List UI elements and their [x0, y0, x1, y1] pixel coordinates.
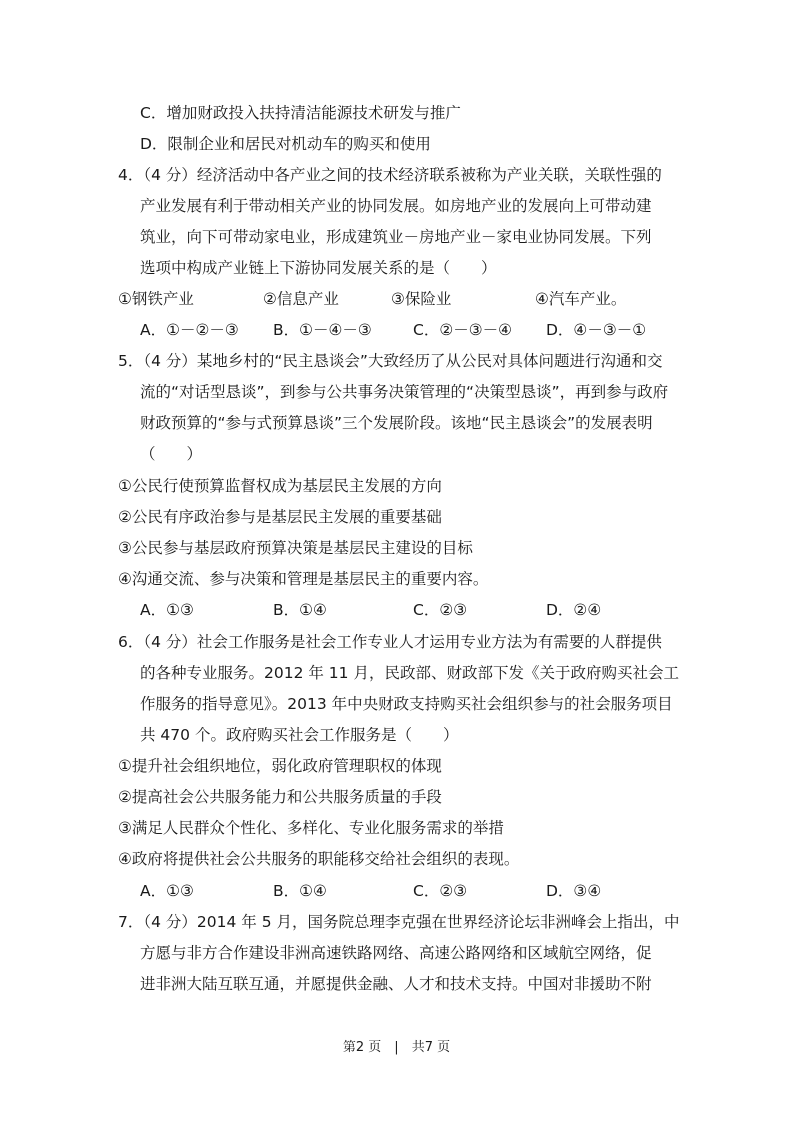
q6-item: ②提高社会公共服务能力和公共服务质量的手段 [118, 788, 442, 806]
q6-stem-line: 的各种专业服务。2012 年 11 月，民政部、财政部下发《关于政府购买社会工 [140, 664, 679, 682]
q4-option-a: A．①－②－③ [140, 321, 239, 339]
q5-item: ④沟通交流、参与决策和管理是基层民主的重要内容。 [118, 570, 489, 588]
q6-option-d: D．③④ [546, 882, 602, 900]
q4-option-b: B．①－④－③ [273, 321, 372, 339]
q5-item: ①公民行使预算监督权成为基层民主发展的方向 [118, 477, 442, 495]
q5-stem-line: 流的“对话型恳谈”，到参与公共事务决策管理的“决策型恳谈”，再到参与政府 [140, 383, 669, 401]
q4-stem-line: 筑业，向下可带动家电业，形成建筑业－房地产业－家电业协同发展。下列 [140, 228, 652, 246]
q3-option-d: D．限制企业和居民对机动车的购买和使用 [140, 135, 431, 153]
q5-stem-line: 5．（4 分）某地乡村的“民主恳谈会”大致经历了从公民对具体问题进行沟通和交 [118, 352, 663, 370]
q5-item: ③公民参与基层政府预算决策是基层民主建设的目标 [118, 539, 473, 557]
q6-stem-line: 共 470 个。政府购买社会工作服务是（ ） [140, 726, 459, 744]
q7-stem-line: 方愿与非方合作建设非洲高速铁路网络、高速公路网络和区域航空网络，促 [140, 944, 652, 962]
q7-stem-line: 进非洲大陆互联互通，并愿提供金融、人才和技术支持。中国对非援助不附 [140, 975, 652, 993]
q5-option-d: D．②④ [546, 601, 602, 619]
q3-option-c: C．增加财政投入扶持清洁能源技术研发与推广 [140, 104, 461, 122]
q5-option-c: C．②③ [413, 601, 468, 619]
q6-item: ④政府将提供社会公共服务的职能移交给社会组织的表现。 [118, 850, 520, 868]
q5-option-a: A．①③ [140, 601, 194, 619]
q5-option-b: B．①④ [273, 601, 327, 619]
q4-stem-line: 产业发展有利于带动相关产业的协同发展。如房地产业的发展向上可带动建 [140, 197, 652, 215]
q4-option-d: D．④－③－① [546, 321, 647, 339]
q6-item: ①提升社会组织地位，弱化政府管理职权的体现 [118, 757, 442, 775]
q4-item: ①钢铁产业 [118, 290, 194, 308]
q6-option-a: A．①③ [140, 882, 194, 900]
q6-stem-line: 6．（4 分）社会工作服务是社会工作专业人才运用专业方法为有需要的人群提供 [118, 633, 662, 651]
q4-item: ④汽车产业。 [535, 290, 627, 308]
q6-option-b: B．①④ [273, 882, 327, 900]
q4-item: ②信息产业 [263, 290, 339, 308]
page-footer: 第2 页 | 共7 页 [342, 1040, 451, 1055]
q4-item: ③保险业 [391, 290, 452, 308]
q5-stem-line: （ ） [140, 445, 203, 463]
q5-item: ②公民有序政治参与是基层民主发展的重要基础 [118, 508, 442, 526]
q4-option-c: C．②－③－④ [413, 321, 513, 339]
q4-stem-line: 4．（4 分）经济活动中各产业之间的技术经济联系被称为产业关联，关联性强的 [118, 166, 662, 184]
q5-stem-line: 财政预算的“参与式预算恳谈”三个发展阶段。该地“民主恳谈会”的发展表明 [140, 414, 653, 432]
q6-item: ③满足人民群众个性化、多样化、专业化服务需求的举措 [118, 819, 504, 837]
q7-stem-line: 7．（4 分）2014 年 5 月，国务院总理李克强在世界经济论坛非洲峰会上指出，中 [118, 913, 680, 931]
q4-stem-line: 选项中构成产业链上下游协同发展关系的是（ ） [140, 259, 497, 277]
q6-stem-line: 作服务的指导意见》。2013 年中央财政支持购买社会组织参与的社会服务项目 [140, 695, 673, 713]
q6-option-c: C．②③ [413, 882, 468, 900]
